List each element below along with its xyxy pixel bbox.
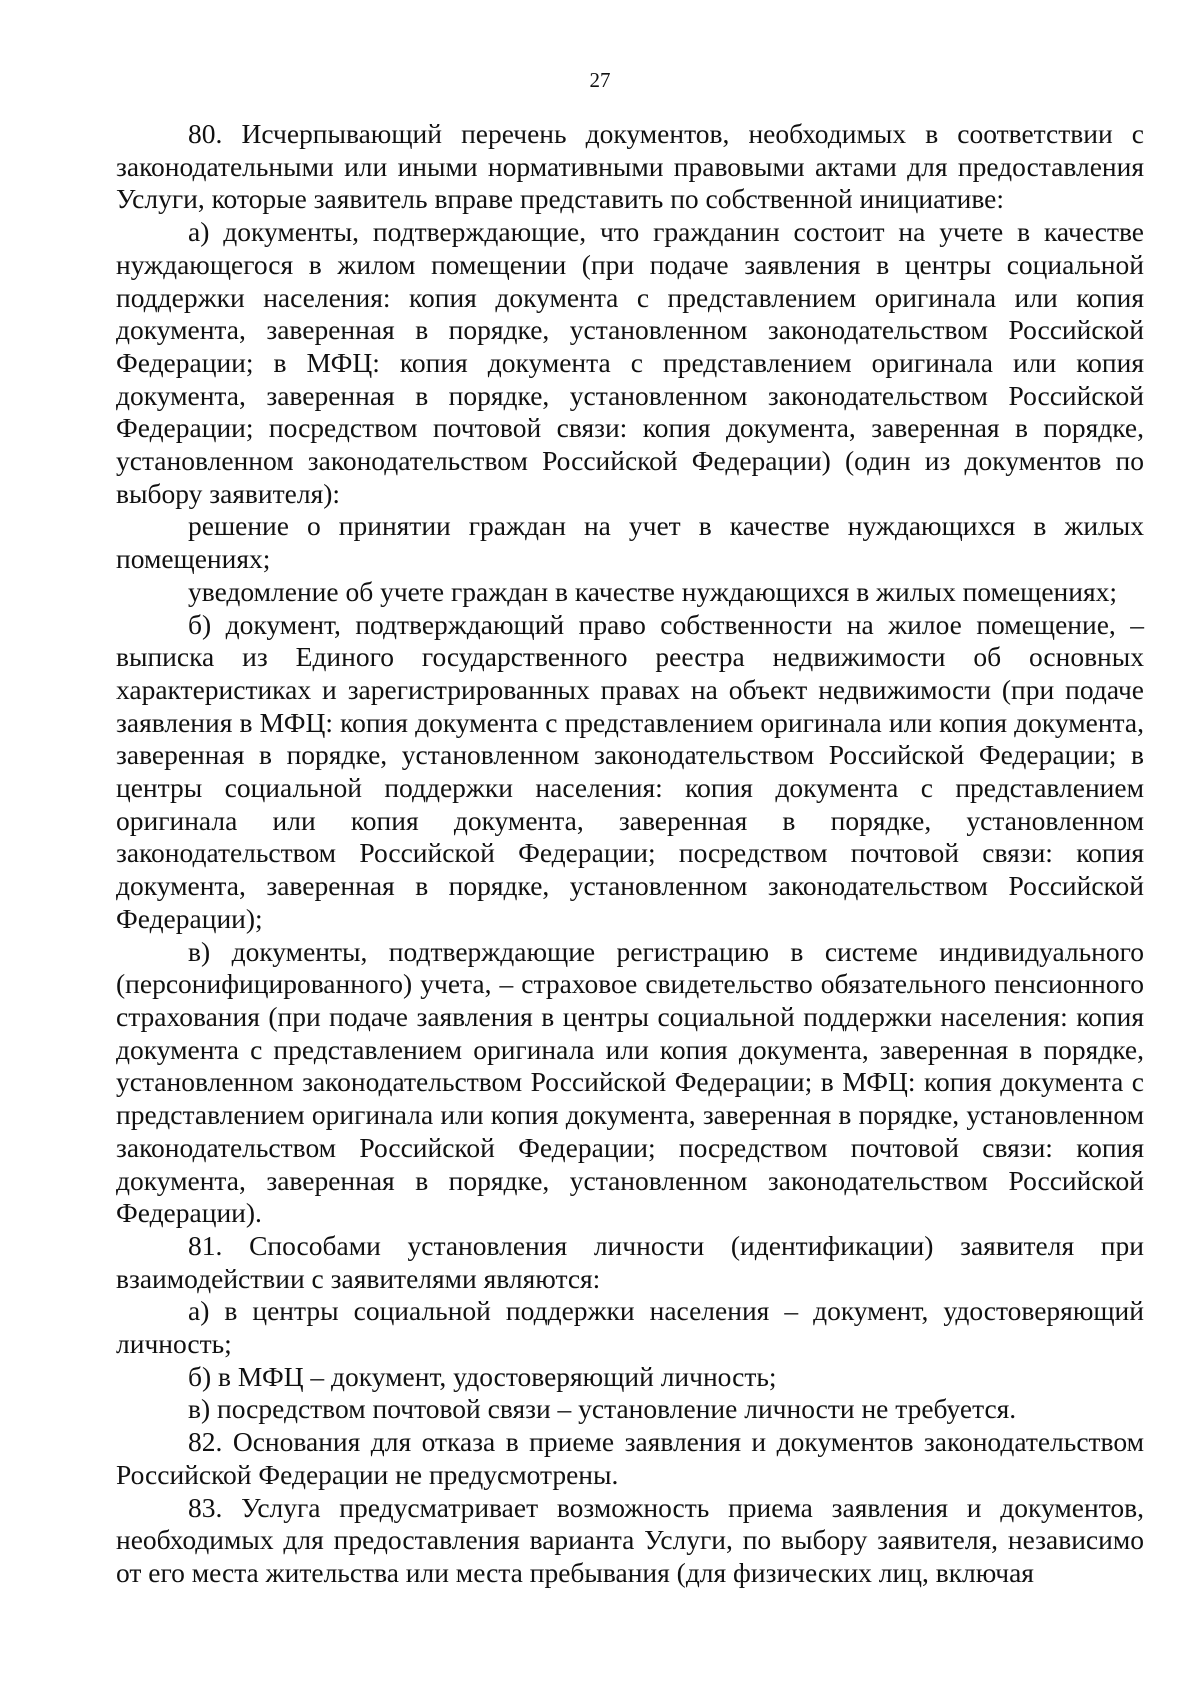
paragraph-81-v: в) посредством почтовой связи – установление личности не требуется. xyxy=(188,1393,1017,1425)
paragraph-80-a: а) документы, подтверждающие, что гражданин состоит на учете в качестве нуждающегося в жилом помещении (при подаче заявления в центры социальной поддержки населения: копия документа с представлением оригинала или копия документа, заверенная в порядке, установленном законодательством Российской Федерации; в МФЦ: копия документа с представлением оригинала или копия документа, заверенная в порядке, установленном законодательством Российской Федерации; посредством почтовой связи: копия документа, заверенная в порядке, установленном законодательством Российской Федерации) (один из документов по выбору заявителя): xyxy=(116,216,1144,509)
paragraph-81-a: а) в центры социальной поддержки населения – документ, удостоверяющий личность; xyxy=(116,1295,1144,1360)
paragraph-81: 81. Способами установления личности (идентификации) заявителя при взаимодействии с заявителями являются: xyxy=(116,1229,1144,1294)
paragraph-82: 82. Основания для отказа в приеме заявления и документов законодательством Российской Федерации не предусмотрены. xyxy=(116,1426,1144,1490)
paragraph-80-v: в) документы, подтверждающие регистрацию в системе индивидуального (персонифицированного) учета, – страховое свидетельство обязательного пенсионного страхования (при подаче заявления в центры социальной поддержки населения: копия документа с представлением оригинала или копия документа, заверенная в порядке, установленном законодательством Российской Федерации; в МФЦ: копия документа с представлением оригинала или копия документа, заверенная в порядке, установленном законодательством Российской Федерации; посредством почтовой связи: копия документа, заверенная в порядке, установленном законодательством Российской Федерации). xyxy=(116,935,1144,1229)
page-number: 27 xyxy=(589,68,611,92)
document-body xyxy=(116,118,1144,1590)
paragraph-80-a-item-1: решение о принятии граждан на учет в качестве нуждающихся в жилых помещениях; xyxy=(116,510,1144,575)
paragraph-80-a-item-2: уведомление об учете граждан в качестве нуждающихся в жилых помещениях; xyxy=(188,575,1117,607)
paragraph-81-b: б) в МФЦ – документ, удостоверяющий личность; xyxy=(188,1360,777,1392)
paragraph-80-b: б) документ, подтверждающий право собственности на жилое помещение, – выписка из Единого государственного реестра недвижимости об основных характеристиках и зарегистрированных правах на объект недвижимости (при подаче заявления в МФЦ: копия документа с представлением оригинала или копия документа, заверенная в порядке, установленном законодательством Российской Федерации; в центры социальной поддержки населения: копия документа с представлением оригинала или копия документа, заверенная в порядке, установленном законодательством Российской Федерации; посредством почтовой связи: копия документа, заверенная в порядке, установленном законодательством Российской Федерации); xyxy=(116,608,1144,934)
paragraph-83: 83. Услуга предусматривает возможность приема заявления и документов, необходимых для предоставления варианта Услуги, по выбору заявителя, независимо от его места жительства или места пребывания (для физических лиц, включая xyxy=(116,1491,1144,1588)
paragraph-80: 80. Исчерпывающий перечень документов, необходимых в соответствии с законодательными или иными нормативными правовыми актами для предоставления Услуги, которые заявитель вправе представить по собственной инициативе: xyxy=(116,118,1144,215)
